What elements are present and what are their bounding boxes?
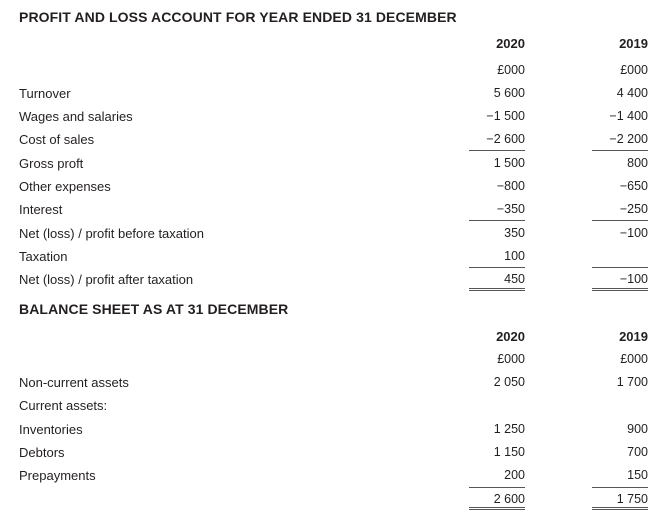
pl-row-label: Net (loss) / profit after taxation [19, 272, 194, 287]
pl-value-2019: −2 200 [592, 128, 648, 151]
pl-value-2020: 350 [504, 226, 525, 240]
pl-row-wages [0, 105, 668, 128]
pl-value-2019: −100 [619, 226, 648, 240]
pl-row-label: Interest [19, 202, 63, 217]
pl-unit-2020: £000 [497, 63, 525, 77]
bs-value-2019: 700 [627, 445, 648, 459]
pl-unit-header-row [0, 59, 668, 82]
pl-value-2019 [592, 245, 648, 268]
pl-row-net-before-tax [0, 222, 668, 245]
bs-row-current-assets [0, 394, 668, 417]
pl-value-2020: −1 500 [486, 109, 525, 123]
pl-row-label: Other expenses [19, 179, 111, 194]
bs-year-2020: 2020 [496, 329, 525, 344]
pl-value-2019: −1 400 [609, 109, 648, 123]
pl-row-gross-profit [0, 152, 668, 175]
pl-value-2019: 4 400 [616, 86, 648, 100]
pl-row-cost-of-sales [0, 128, 668, 151]
bs-value-2020 [469, 394, 525, 417]
bs-value-2020: 2 600 [469, 487, 525, 510]
pl-row-label: Cost of sales [19, 132, 95, 147]
bs-unit-2020: £000 [497, 352, 525, 366]
pl-row-other-expenses [0, 175, 668, 198]
pl-row-net-after-tax [0, 268, 668, 291]
pl-value-2019: −100 [592, 268, 648, 291]
bs-value-2019: 1 700 [616, 375, 648, 389]
bs-row-label: Prepayments [19, 468, 96, 483]
bs-value-2019: 900 [627, 422, 648, 436]
bs-row-current-assets-total [0, 487, 668, 510]
bs-row-prepayments [0, 464, 668, 487]
pl-row-turnover [0, 82, 668, 105]
bs-year-2019: 2019 [619, 329, 648, 344]
bs-value-2020: 1 250 [493, 422, 525, 436]
pl-row-label: Turnover [19, 86, 71, 101]
pl-value-2020: 100 [469, 245, 525, 268]
pl-year-header-row [0, 32, 668, 55]
pl-value-2020: 5 600 [493, 86, 525, 100]
pl-row-label: Taxation [19, 249, 68, 264]
pl-value-2020: 1 500 [493, 156, 525, 170]
bs-value-2019: 150 [627, 468, 648, 482]
pl-value-2019: −650 [619, 179, 648, 193]
pl-year-2019: 2019 [619, 36, 648, 51]
bs-unit-header-row [0, 348, 668, 371]
bs-row-debtors [0, 441, 668, 464]
pl-value-2020: −350 [469, 198, 525, 221]
pl-title: PROFIT AND LOSS ACCOUNT FOR YEAR ENDED 31 DECEMBER [19, 9, 457, 25]
pl-value-2020: 450 [469, 268, 525, 291]
bs-value-2020: 2 050 [493, 375, 525, 389]
bs-row-label: Debtors [19, 445, 65, 460]
pl-value-2020: −2 600 [469, 128, 525, 151]
bs-row-label: Current assets: [19, 398, 108, 413]
pl-value-2019: −250 [592, 198, 648, 221]
pl-row-label: Net (loss) / profit before taxation [19, 226, 204, 241]
pl-year-2020: 2020 [496, 36, 525, 51]
pl-row-label: Gross proft [19, 156, 84, 171]
pl-row-taxation [0, 245, 668, 268]
bs-value-2020: 1 150 [493, 445, 525, 459]
bs-title: BALANCE SHEET AS AT 31 DECEMBER [19, 301, 289, 317]
pl-value-2020: −800 [496, 179, 525, 193]
pl-value-2019: 800 [627, 156, 648, 170]
bs-row-label: Non-current assets [19, 375, 129, 390]
pl-row-label: Wages and salaries [19, 109, 133, 124]
bs-row-inventories [0, 418, 668, 441]
bs-value-2019: 1 750 [592, 487, 648, 510]
pl-unit-2019: £000 [620, 63, 648, 77]
bs-unit-2019: £000 [620, 352, 648, 366]
bs-value-2019 [592, 394, 648, 417]
bs-value-2020: 200 [504, 468, 525, 482]
bs-year-header-row [0, 325, 668, 348]
bs-row-non-current-assets [0, 371, 668, 394]
bs-row-label: Inventories [19, 422, 83, 437]
pl-row-interest [0, 198, 668, 221]
